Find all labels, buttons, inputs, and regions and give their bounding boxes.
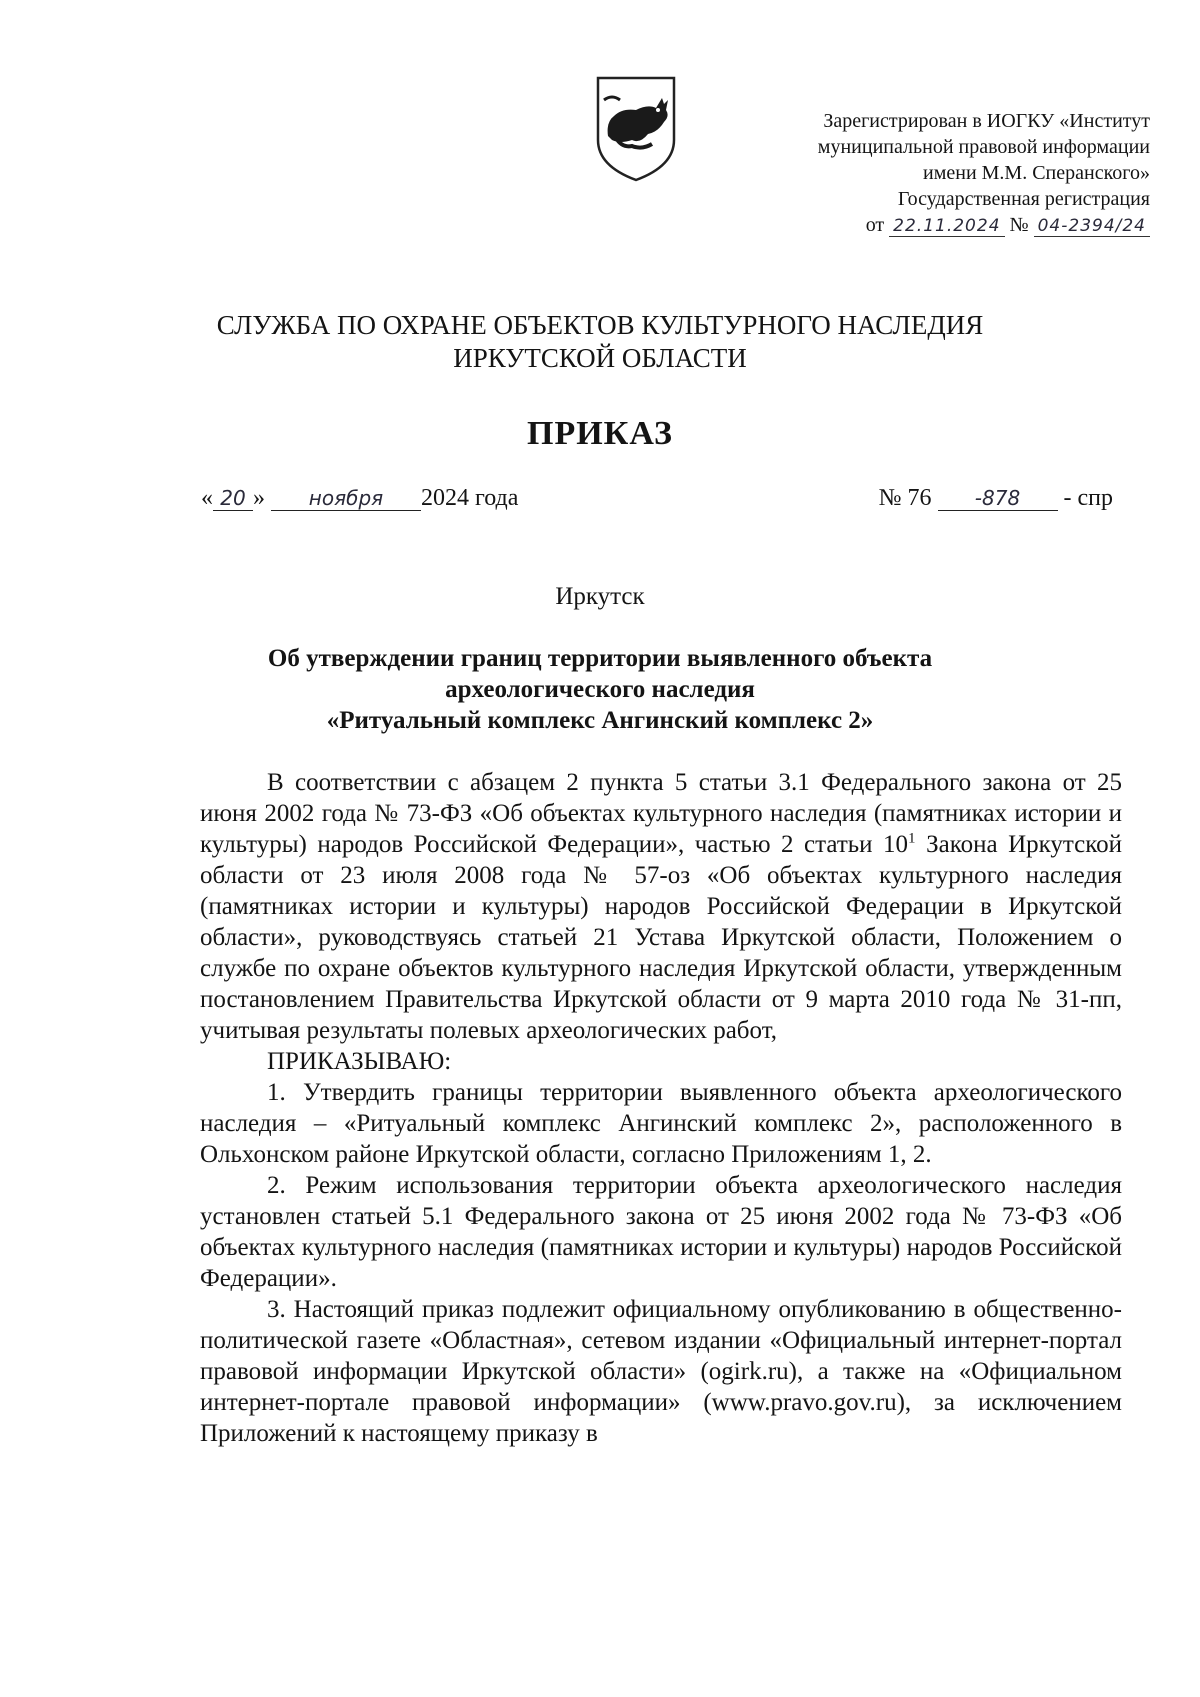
coat-of-arms-icon	[592, 74, 680, 184]
order-date	[201, 485, 518, 512]
agency-line-1: СЛУЖБА ПО ОХРАНЕ ОБЪЕКТОВ КУЛЬТУРНОГО НАСЛЕДИЯ	[216, 310, 984, 340]
item-1: 1. Утвердить границы территории выявленного объекта археологического наследия – «Ритуальный комплекс Ангинский комплекс 2», расположенного в Ольхонском районе Иркутской области, согласно Приложениям 1, 2.	[200, 1079, 1122, 1168]
registration-date-handwritten: 22.11.2024	[889, 216, 1004, 237]
registration-no-label: №	[1009, 214, 1029, 236]
date-day-handwritten: 20	[213, 486, 253, 511]
order-number	[879, 485, 1113, 512]
subject-line-1: Об утверждении границ территории выявленного объекта	[267, 645, 933, 672]
preamble-text-a: В соответствии с абзацем 2 пункта 5 статьи 3.1 Федерального закона от 25 июня 2002 года № 73-ФЗ «Об объектах культурного наследия (памятниках истории и культуры) народов Российской Федерации», частью 2 статьи 10	[200, 769, 1122, 858]
date-open-quote: «	[201, 485, 213, 511]
document-body	[200, 767, 1122, 1449]
preamble-paragraph	[200, 767, 1122, 1046]
registration-number-handwritten: 04-2394/24	[1034, 216, 1150, 237]
preamble-text-b: Закона Иркутской области от 23 июля 2008 года № 57-оз «Об объектах культурного наследия (памятниках истории и культуры) народов Российской Федерации в Иркутской области», руководствуясь статьей 21 Устава Иркутской области, Положением о службе по охране объектов культурного наследия Иркутской области, утвержденным постановлением Правительства Иркутской области от 9 марта 2010 года № 31-пп, учитывая результаты полевых археологических работ,	[200, 831, 1122, 1044]
preamble-superscript: 1	[908, 830, 916, 847]
registration-from-label: от	[865, 214, 885, 236]
agency-line-2: ИРКУТСКОЙ ОБЛАСТИ	[453, 343, 747, 373]
registration-stamp	[720, 108, 1150, 239]
subject-line-3: «Ритуальный комплекс Ангинский комплекс 2»	[326, 707, 874, 734]
registration-line-4: Государственная регистрация	[897, 188, 1150, 210]
registration-line-3: имени М.М. Сперанского»	[923, 162, 1150, 184]
city: Иркутск	[555, 583, 645, 610]
item-3: 3. Настоящий приказ подлежит официальному опубликованию в общественно-политической газете «Областная», сетевом издании «Официальный интернет-портал правовой информации Иркутской области» (ogirk.ru), а также на «Официальном интернет-портале правовой информации» (www.pravo.gov.ru), за исключением Приложений к настоящему приказу в	[200, 1296, 1122, 1447]
number-prefix: № 76	[878, 485, 932, 511]
registration-line-2: муниципальной правовой информации	[817, 136, 1150, 158]
agency-heading	[0, 309, 1200, 375]
order-word: ПРИКАЗЫВАЮ:	[267, 1048, 452, 1075]
subject-line-2: археологического наследия	[445, 676, 755, 703]
date-year: 2024 года	[421, 485, 519, 511]
number-handwritten: -878	[938, 486, 1058, 511]
item-2: 2. Режим использования территории объекта археологического наследия установлен статьей 5.1 Федерального закона от 25 июня 2002 года № 73-ФЗ «Об объектах культурного наследия (памятниках истории и культуры) народов Российской Федерации».	[200, 1172, 1122, 1292]
registration-line-1: Зарегистрирован в ИОГКУ «Институт	[823, 110, 1150, 132]
registration-line-5	[720, 212, 1150, 239]
number-suffix: - спр	[1063, 485, 1113, 511]
date-month-handwritten: ноября	[271, 486, 421, 511]
date-close-quote: »	[253, 485, 265, 511]
document-title: ПРИКАЗ	[527, 415, 673, 452]
order-subject	[0, 643, 1200, 736]
